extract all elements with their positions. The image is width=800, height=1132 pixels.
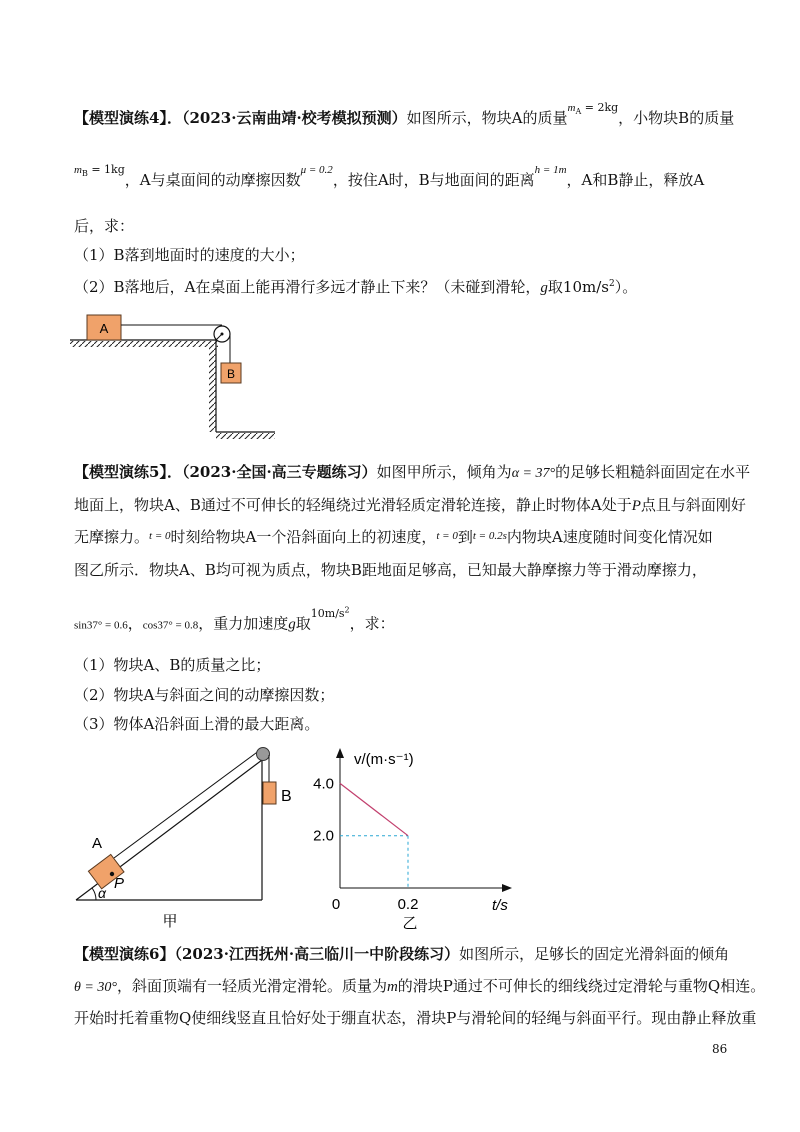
incline-rope	[114, 750, 260, 858]
p4-mass-b-sub: B	[81, 169, 88, 178]
p4-mass-a-value: = 2kg	[581, 101, 619, 114]
p4-q1-text: （1）B落到地面时的速度的大小；	[74, 246, 305, 264]
p4-figure	[70, 308, 290, 448]
chart-y-axis-arrow	[336, 748, 344, 758]
p4-text2: ，小物块B的质量	[618, 109, 735, 127]
p5-comma: ，	[127, 614, 143, 633]
p5-q2	[74, 685, 334, 705]
p5-alpha: α = 37°	[511, 466, 556, 481]
p5-dot: ．	[166, 463, 182, 481]
chart-tick-y-4: 4.0	[313, 775, 334, 793]
incline-pulley	[257, 748, 270, 761]
p4-line3	[74, 216, 134, 236]
p4-tag: 【模型演练4】	[74, 109, 167, 127]
p6-line1	[74, 944, 729, 964]
p5-q3	[74, 714, 319, 734]
p5-t0: t = 0	[149, 530, 171, 542]
p5-text6: 时刻给物块A一个沿斜面向上的初速度，	[170, 528, 437, 546]
p5-text4: 点且与斜面刚好	[640, 496, 746, 514]
p6-theta: θ = 30°	[74, 980, 117, 995]
p6-source: （2023·江西抚州·高三临川一中阶段练习）	[174, 945, 460, 963]
p6-text4: 开始时托着重物Q使细线竖直且恰好处于绷直状态，滑块P与滑轮间的轻绳与斜面平行。现由静止释放重	[74, 1009, 757, 1027]
p5-text1: 如图甲所示，倾角为	[376, 463, 512, 481]
p4-floor-hatch	[216, 433, 275, 439]
incline-block-a-label: A	[92, 835, 103, 852]
chart-velocity-line	[340, 783, 408, 835]
p5-tag: 【模型演练5】	[74, 463, 167, 481]
p4-line1	[74, 101, 735, 131]
p4-mass-a-symbol: m	[567, 102, 576, 114]
p5-q1-text: （1）物块A、B的质量之比；	[74, 656, 271, 674]
incline-point-p-label: P	[114, 875, 125, 892]
chart-tick-x-0-2: 0.2	[397, 896, 419, 913]
p5-figure-incline	[70, 740, 310, 930]
p4-block-a-label: A	[99, 321, 109, 336]
p5-text10: ，重力加速度	[198, 614, 289, 633]
p5-text11: 取	[295, 614, 311, 633]
p5-text2: 的足够长粗糙斜面固定在水平	[555, 463, 751, 481]
p4-text4: ，按住A时，B与地面间的距离	[332, 171, 535, 189]
p5-t02: t = 0.2s	[472, 530, 507, 542]
chart-x-label: t/s	[492, 897, 508, 914]
p5-q2-text: （2）物块A与斜面之间的动摩擦因数；	[74, 686, 335, 704]
chart-x-axis-arrow	[502, 884, 512, 892]
p4-table-hatch	[70, 341, 218, 347]
p4-h: h = 1m	[534, 164, 567, 176]
p6-text2: ，斜面顶端有一轻质光滑定滑轮。质量为	[116, 977, 387, 995]
p6-text3: 的滑块P通过不可伸长的细线绕过定滑轮与重物Q相连。	[397, 977, 766, 995]
incline-alpha-label: α	[98, 885, 106, 901]
incline-caption: 甲	[162, 913, 178, 930]
p5-vt-chart	[300, 744, 520, 932]
p4-q2-text-b: 取10m/s	[547, 278, 609, 296]
p5-g-value	[311, 607, 350, 620]
p6-line3	[74, 1008, 756, 1028]
p5-point-p: P	[631, 498, 641, 514]
p5-line4	[74, 560, 707, 580]
p5-cos: cos37° = 0.8	[142, 619, 199, 632]
p5-line1	[74, 462, 750, 484]
p6-text1: 如图所示，足够长的固定光滑斜面的倾角	[459, 945, 730, 963]
p5-q3-text: （3）物体A沿斜面上滑的最大距离。	[74, 715, 320, 733]
p4-q2-text-a: （2）B落地后，A在桌面上能再滑行多远才静止下来？（未碰到滑轮，	[74, 278, 541, 296]
p5-text5: 无摩擦力。	[74, 528, 150, 546]
incline-block-b-label: B	[281, 788, 292, 805]
p5-line5	[74, 605, 395, 636]
p4-text1: 如图所示，物块A的质量	[406, 109, 568, 127]
p5-line2	[74, 495, 746, 516]
p4-q2-text-c: ）。	[614, 278, 638, 296]
p4-dot: ．	[166, 109, 182, 127]
p5-g-value-text: 10m/s	[310, 606, 345, 620]
p6-tag: 【模型演练6】	[74, 945, 175, 963]
p4-source: （2023·云南曲靖·校考模拟预测）	[181, 109, 407, 127]
p4-mass-a-sub: A	[575, 107, 582, 116]
p5-sin: sin37° = 0.6	[74, 619, 128, 632]
p4-mass-b-value: = 1kg	[87, 163, 125, 176]
p4-mu: μ = 0.2	[300, 164, 333, 176]
p4-mass-b	[74, 159, 125, 177]
p5-source: （2023·全国·高三专题练习）	[181, 463, 377, 481]
p5-text7: 到	[457, 528, 473, 546]
chart-y-label: v/(m·s⁻¹)	[354, 751, 414, 768]
p6-line2	[74, 976, 765, 998]
p6-m: m	[386, 979, 398, 995]
p4-q2	[74, 274, 637, 298]
p5-line3	[74, 527, 713, 549]
p4-q2-sup: 2	[608, 279, 615, 289]
chart-tick-y-2: 2.0	[313, 827, 334, 845]
incline-angle-arc	[92, 888, 96, 900]
p4-q2-g: g	[540, 280, 548, 296]
p5-q1	[74, 655, 270, 675]
p4-line2	[74, 163, 705, 193]
incline-block-b	[263, 782, 276, 804]
p4-block-b-label: B	[226, 367, 236, 381]
p5-t0b: t = 0	[436, 530, 458, 542]
chart-caption: 乙	[402, 915, 418, 932]
p5-text9: 图乙所示．物块A、B均可视为质点，物块B距地面足够高，已知最大静摩擦力等于滑动摩擦力，	[74, 561, 707, 579]
p5-g-sup: 2	[344, 605, 350, 614]
p4-text6: 后，求：	[74, 217, 135, 235]
p5-text8: 内物块A速度随时间变化情况如	[506, 528, 713, 546]
p5-text12: ，求：	[349, 614, 395, 633]
p4-text5: ，A和B静止，释放A	[566, 171, 705, 189]
p4-mass-b-symbol: m	[74, 164, 82, 176]
chart-origin-label: 0	[331, 896, 341, 913]
p5-g: g	[288, 616, 296, 633]
p4-wall-hatch	[209, 347, 216, 432]
p5-text3: 地面上，物块A、B通过不可伸长的轻绳绕过光滑轻质定滑轮连接，静止时物体A处于	[74, 496, 632, 514]
p4-q1	[74, 245, 305, 265]
p4-text3: ，A与桌面间的动摩擦因数	[124, 171, 301, 189]
p4-mass-a	[568, 97, 619, 115]
page-number: 86	[712, 1042, 728, 1056]
